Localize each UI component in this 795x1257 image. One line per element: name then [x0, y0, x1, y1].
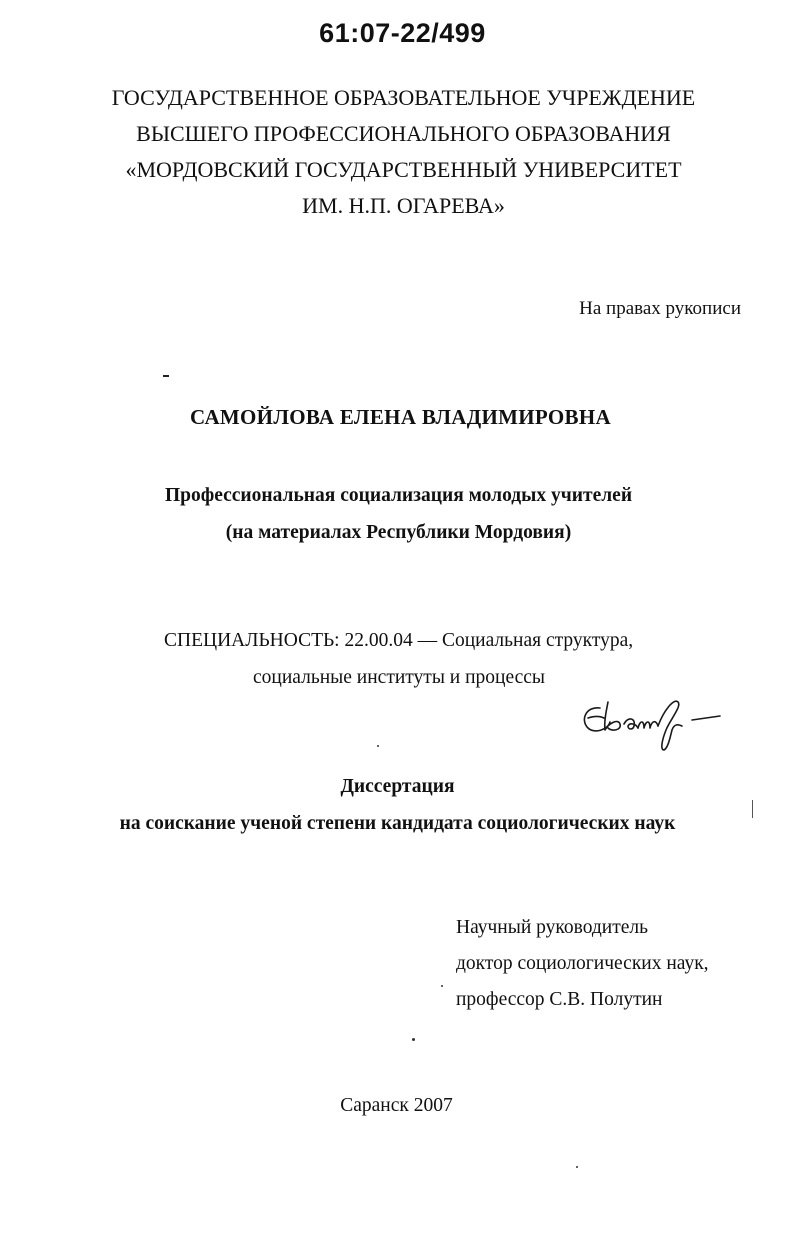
advisor-degree: доктор социологических наук,: [456, 953, 709, 974]
scan-speck: [752, 800, 753, 818]
institution-line: ИМ. Н.П. ОГАРЕВА»: [302, 193, 505, 218]
advisor-role: Научный руководитель: [456, 917, 649, 938]
specialty-block: [164, 622, 633, 696]
institution-line: ГОСУДАРСТВЕННОЕ ОБРАЗОВАТЕЛЬНОЕ УЧРЕЖДЕНИЕ: [111, 85, 696, 110]
manuscript-rights-note: На правах рукописи: [579, 298, 741, 319]
dissertation-heading: Диссертация: [340, 776, 455, 797]
dissertation-title: [0, 477, 795, 551]
institution-line: ВЫСШЕГО ПРОФЕССИОНАЛЬНОГО ОБРАЗОВАНИЯ: [136, 121, 671, 146]
city-year: Саранск 2007: [340, 1095, 453, 1116]
institution-header: [0, 80, 795, 224]
advisor-block: [456, 910, 709, 1018]
scan-speck: [412, 1038, 415, 1041]
scan-speck: [377, 745, 379, 747]
title-line: (на материалах Республики Мордовия): [225, 522, 572, 543]
dissertation-block: [0, 768, 795, 842]
scan-speck: [441, 985, 443, 987]
institution-line: «МОРДОВСКИЙ ГОСУДАРСТВЕННЫЙ УНИВЕРСИТЕТ: [125, 157, 682, 182]
advisor-name: профессор С.В. Полутин: [456, 989, 663, 1010]
archive-code: 61:07-22/499: [319, 18, 486, 48]
handwritten-signature: [578, 690, 728, 754]
dissertation-subheading: на соискание ученой степени кандидата социологических наук: [119, 813, 676, 834]
title-line: Профессиональная социализация молодых учителей: [164, 485, 633, 506]
author-name: САМОЙЛОВА ЕЛЕНА ВЛАДИМИРОВНА: [190, 405, 611, 429]
specialty-line: СПЕЦИАЛЬНОСТЬ: 22.00.04 — Социальная структура,: [164, 630, 634, 651]
specialty-line: социальные институты и процессы: [253, 667, 546, 688]
scan-speck: [576, 1166, 578, 1168]
scan-mark: [163, 375, 169, 377]
